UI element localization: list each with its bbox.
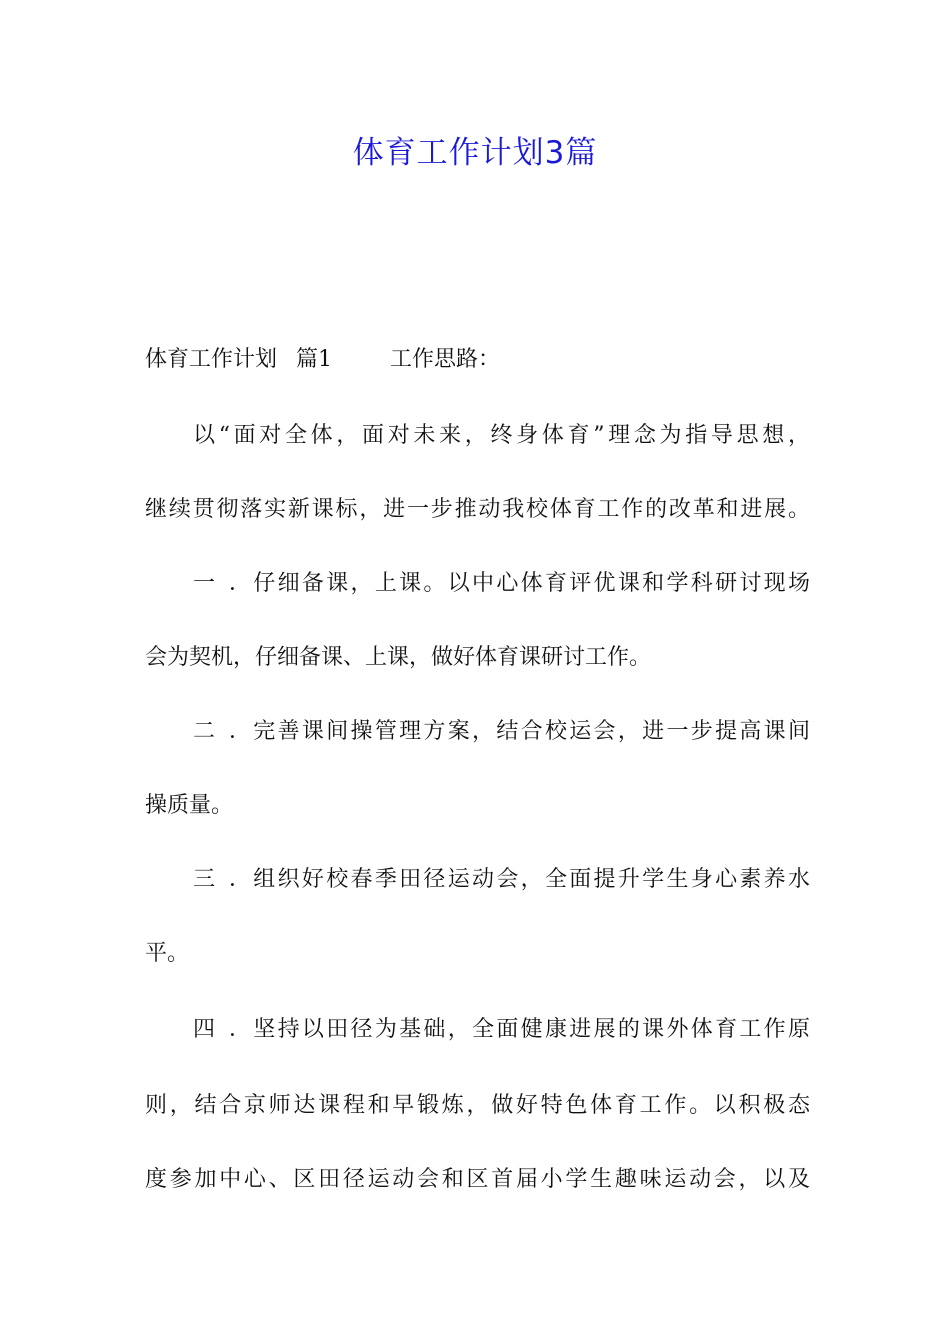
item-2-number: 二． [193, 719, 251, 744]
item-3-number: 三． [193, 867, 251, 892]
item-3-text: 组织好校春季田径运动会，全面提升学生身心素养水 [251, 867, 810, 892]
plan-label: 体育工作计划 [145, 347, 278, 372]
item-1-first-line [145, 564, 810, 604]
section-topic: 工作思路： [390, 347, 501, 372]
item-2-first-line [145, 712, 810, 752]
item-4-text: 坚持以田径为基础，全面健康进展的课外体育工作原 [251, 1017, 810, 1042]
item-4-continuation-1: 则，结合京师达课程和早锻炼，做好特色体育工作。以积极态 [145, 1093, 810, 1118]
item-1-text: 仔细备课，上课。以中心体育评优课和学科研讨现场 [251, 571, 810, 596]
intro-line-1: 以“面对全体，面对未来，终身体育”理念为指导思想， [193, 423, 810, 448]
document-title: 体育工作计划3篇 [352, 135, 598, 171]
intro-line-2: 继续贯彻落实新课标，进一步推动我校体育工作的改革和进展。 [145, 497, 810, 522]
item-2-continuation: 操质量。 [145, 793, 234, 818]
section-heading [145, 340, 810, 380]
item-4-continuation-2: 度参加中心、区田径运动会和区首届小学生趣味运动会，以及 [145, 1167, 810, 1192]
item-4-number: 四． [193, 1017, 251, 1042]
item-1-continuation: 会为契机，仔细备课、上课，做好体育课研讨工作。 [145, 645, 652, 670]
part-label: 篇1 [296, 347, 333, 372]
item-2-text: 完善课间操管理方案，结合校运会，进一步提高课间 [251, 719, 810, 744]
item-3-first-line [145, 860, 810, 900]
item-4-first-line [145, 1010, 810, 1050]
item-3-continuation: 平。 [145, 941, 190, 966]
item-1-number: 一． [193, 571, 251, 596]
